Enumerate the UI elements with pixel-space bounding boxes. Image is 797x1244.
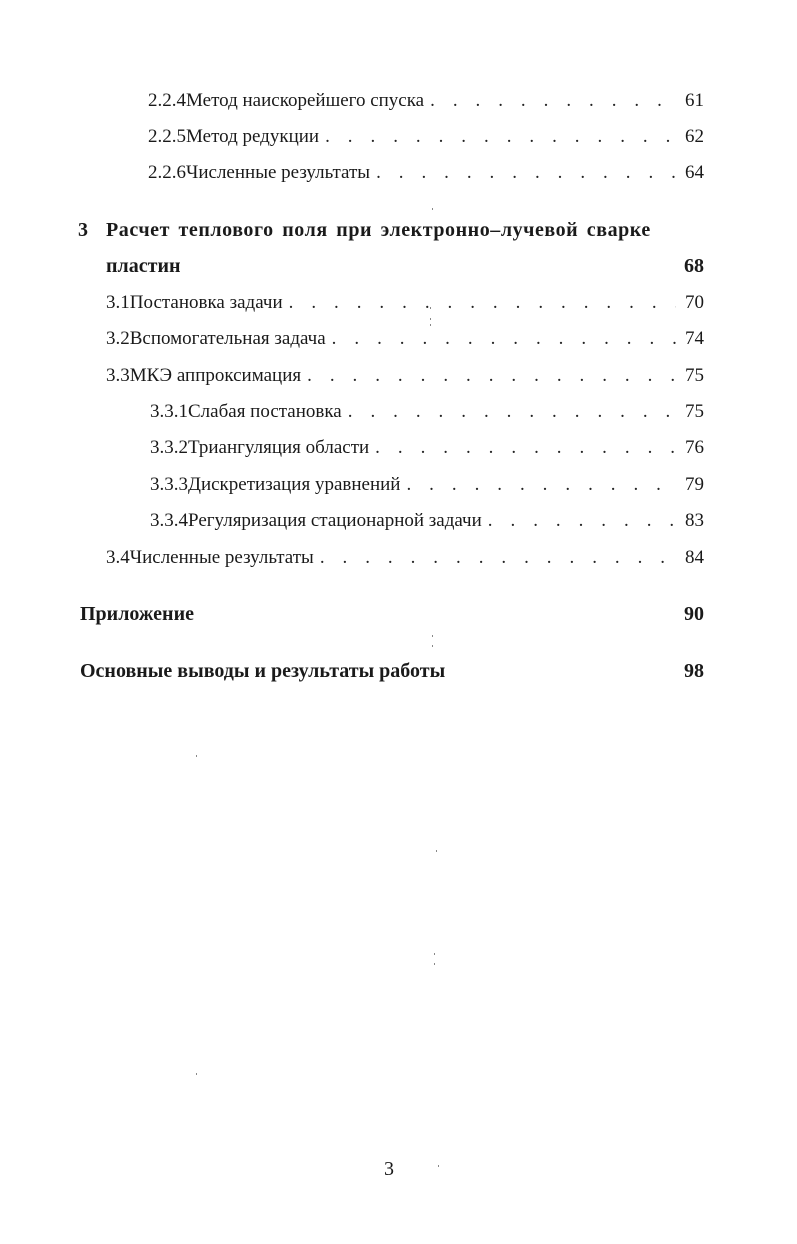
dot-leader [325, 125, 676, 149]
dot-leader [488, 509, 676, 533]
toc-entry-page: 61 [685, 90, 704, 111]
scan-speck [432, 208, 433, 210]
toc-entry-title: Метод редукции [186, 126, 320, 147]
toc-entry-page: 76 [685, 437, 704, 458]
toc-entry-title: Вспомогательная задача [129, 328, 326, 349]
toc-entry-number: 3.3.1 [150, 401, 188, 422]
toc-conclusions-page: 98 [684, 660, 704, 682]
toc-chapter-3-page: 68 [684, 255, 704, 277]
dot-leader [375, 436, 676, 460]
toc-entry-page: 62 [685, 126, 704, 147]
toc-entry-page: 84 [685, 547, 704, 568]
toc-entry-number: 3.3 [106, 365, 130, 386]
toc-entry-2-2-6[interactable] [148, 161, 704, 185]
toc-entry-number: 2.2.4 [148, 90, 186, 111]
toc-chapter-number: 3 [78, 219, 88, 241]
scan-speck [430, 324, 431, 326]
toc-entry-3-1[interactable] [106, 291, 704, 315]
toc-entry-page: 79 [685, 474, 704, 495]
dot-leader [406, 473, 676, 497]
dot-leader [332, 327, 676, 351]
dot-leader [307, 364, 676, 388]
toc-entry-title: Регуляризация стационарной задачи [188, 510, 482, 531]
toc-entry-number: 3.1 [106, 292, 130, 313]
toc-entry-title: Дискретизация уравнений [188, 474, 401, 495]
scan-speck [196, 755, 197, 757]
toc-entry-3-3-4[interactable] [150, 509, 704, 533]
toc-entry-title: Постановка задачи [129, 292, 283, 313]
scan-speck [432, 645, 433, 647]
toc-entry-title: Численные результаты [186, 162, 371, 183]
toc-appendix-page: 90 [684, 603, 704, 625]
toc-entry-3-3[interactable] [106, 364, 704, 388]
toc-entry-title: Численные результаты [129, 547, 314, 568]
toc-entry-3-3-3[interactable] [150, 473, 704, 497]
toc-entry-2-2-5[interactable] [148, 125, 704, 149]
toc-entry-title: МКЭ аппроксимация [129, 365, 302, 386]
dot-leader [289, 291, 676, 315]
scan-speck [196, 1073, 197, 1075]
toc-entry-3-3-2[interactable] [150, 436, 704, 460]
toc-entry-page: 64 [685, 162, 704, 183]
toc-chapter-3[interactable] [78, 218, 704, 242]
toc-entry-page: 74 [685, 328, 704, 349]
dot-leader [376, 161, 676, 185]
page-number: 3 [384, 1158, 394, 1180]
toc-entry-title: Слабая постановка [188, 401, 342, 422]
toc-entry-number: 2.2.6 [148, 162, 186, 183]
scan-speck [438, 1165, 439, 1167]
scan-speck [434, 963, 435, 965]
scan-speck [434, 953, 435, 955]
dot-leader [430, 89, 676, 113]
scan-speck [436, 850, 437, 852]
toc-entry-page: 75 [685, 365, 704, 386]
toc-entry-number: 2.2.5 [148, 126, 186, 147]
toc-entry-number: 3.4 [106, 547, 130, 568]
toc-entry-page: 83 [685, 510, 704, 531]
toc-appendix-title[interactable]: Приложение [80, 603, 194, 625]
toc-entry-page: 75 [685, 401, 704, 422]
toc-entry-3-4[interactable] [106, 546, 704, 570]
toc-entry-2-2-4[interactable] [148, 89, 704, 113]
scan-speck [432, 635, 433, 637]
toc-chapter-title-line1: Расчет теплового поля при электронно–лучевой сварке [106, 219, 651, 241]
scan-speck [430, 318, 431, 320]
toc-entry-title: Метод наискорейшего спуска [186, 90, 425, 111]
toc-entry-title: Триангуляция области [188, 437, 370, 458]
dot-leader [348, 400, 676, 424]
toc-entry-3-2[interactable] [106, 327, 704, 351]
dot-leader [320, 546, 676, 570]
toc-chapter-3-title-line2: пластин [106, 255, 181, 277]
toc-entry-number: 3.3.2 [150, 437, 188, 458]
toc-entry-number: 3.2 [106, 328, 130, 349]
toc-conclusions-title[interactable]: Основные выводы и результаты работы [80, 660, 446, 682]
toc-entry-page: 70 [685, 292, 704, 313]
toc-entry-number: 3.3.4 [150, 510, 188, 531]
scan-speck [430, 307, 431, 309]
toc-entry-number: 3.3.3 [150, 474, 188, 495]
toc-entry-3-3-1[interactable] [150, 400, 704, 424]
